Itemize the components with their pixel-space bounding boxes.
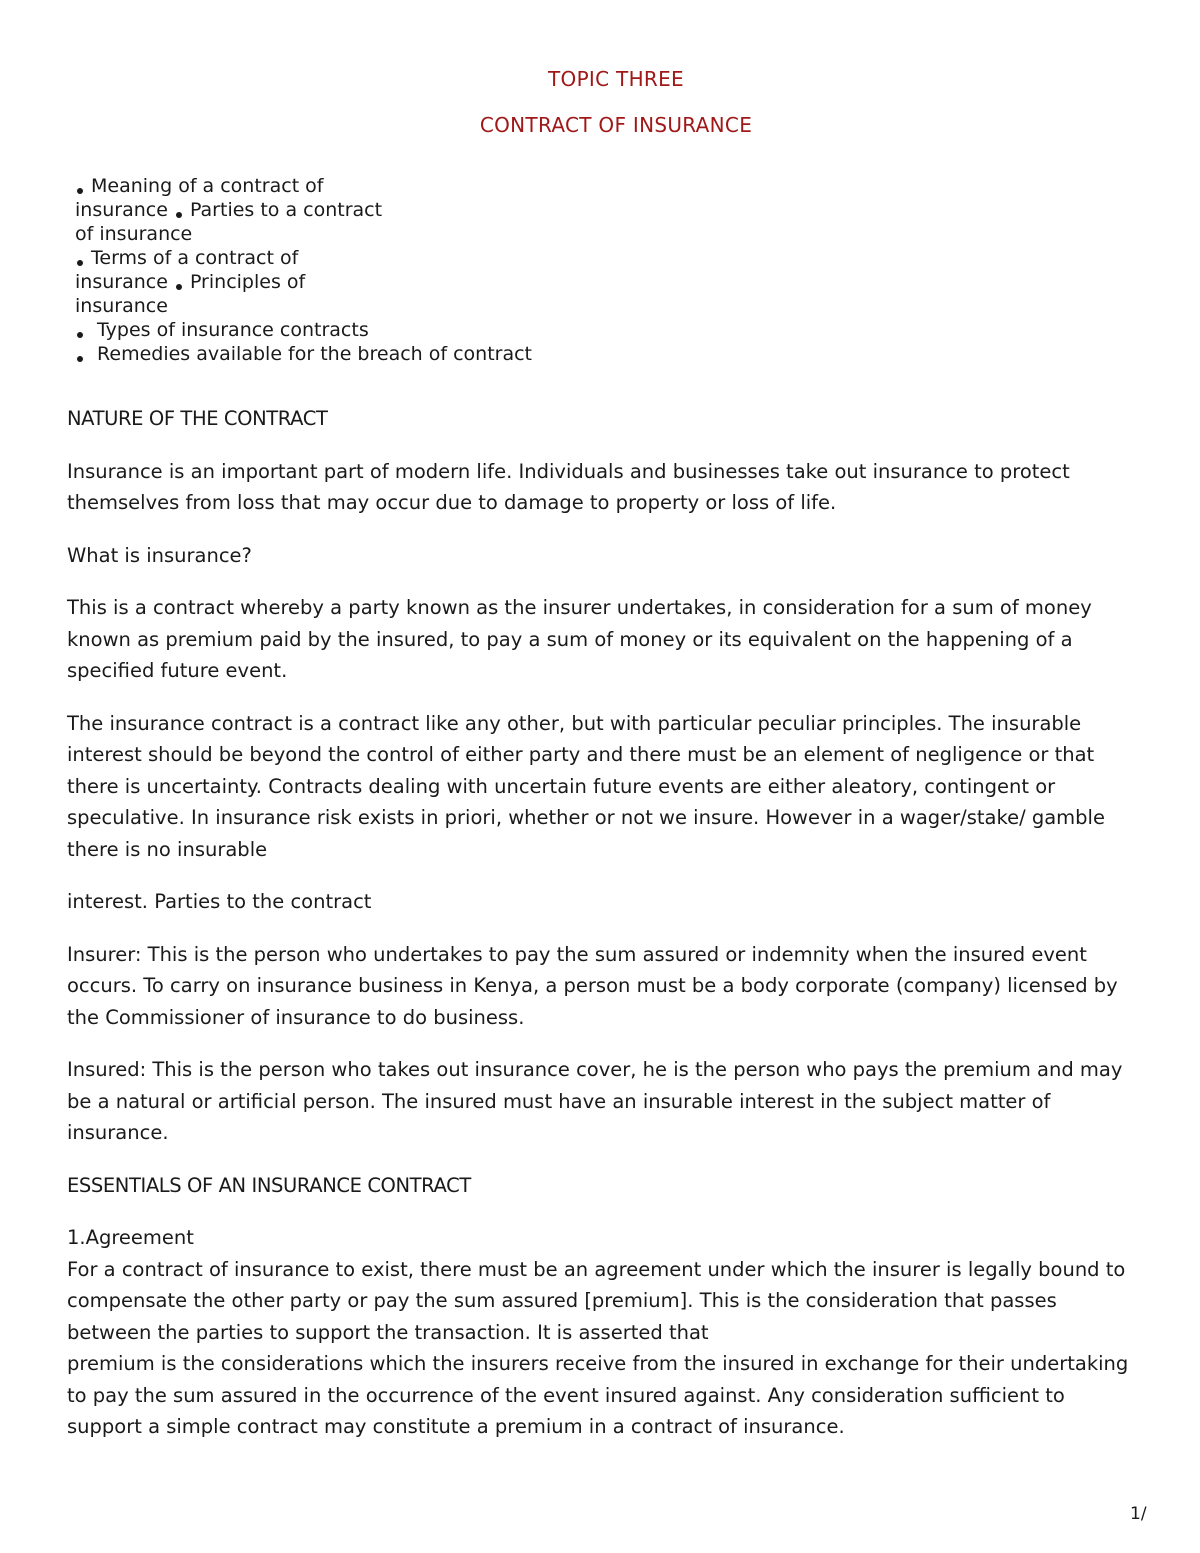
outline-row [75, 342, 532, 366]
outline-row [75, 318, 532, 342]
outline-item: Remedies available for the breach of contract [91, 343, 533, 365]
outline-item: insurance [75, 271, 174, 293]
paragraph-definition: This is a contract whereby a party known as the insurer undertakes, in consideration for a sum of money known as premium paid by the insured, to pay a sum of money or its equivalent on the happening of a specified future event. [67, 596, 1092, 682]
page-number: 1/ [1130, 1504, 1147, 1524]
section-heading-nature: NATURE OF THE CONTRACT [67, 407, 328, 430]
paragraph-principles: The insurance contract is a contract like any other, but with particular peculiar principles. The insurable interest should be beyond the control of either party and there must be an element of negligence or that there is uncertainty. Contracts dealing with uncertain future events are either aleatory, contingent or speculative. In insurance risk exists in priori, whether or not we insure. However in a wager/stake/ gamble there is no insurable [67, 711, 1105, 861]
outline-item: Parties to a contract [189, 199, 383, 221]
outline-row [75, 222, 532, 246]
outline-item: insurance [75, 295, 168, 317]
outline-row [75, 174, 532, 198]
paragraph-insurer: Insurer: This is the person who undertakes to pay the sum assured or indemnity when the insured event occurs. To carry on insurance business in Kenya, a person must be a body corporate (company) licensed by the Commissioner of insurance to do business. [67, 942, 1118, 1029]
outline-item: Types of insurance contracts [91, 319, 369, 341]
outline-row [75, 270, 532, 294]
outline-item: of insurance [75, 223, 193, 245]
topic-title: TOPIC THREE [548, 67, 684, 91]
paragraph-agreement: For a contract of insurance to exist, there must be an agreement under which the insurer is legally bound to compensate the other party or pay the sum assured [premium]. This is the consideration that passes between the parties to support the transaction. It is asserted that [67, 1257, 1126, 1344]
paragraph-insured: Insured: This is the person who takes out insurance cover, he is the person who pays the premium and may be a natural or artificial person. The insured must have an insurable interest in the subject matter of insurance. [67, 1058, 1123, 1144]
outline-item: insurance [75, 199, 174, 221]
bullet-icon [77, 332, 83, 338]
bullet-icon [77, 356, 83, 362]
paragraph-parties-intro: interest. Parties to the contract [67, 890, 372, 913]
section-heading-essentials: ESSENTIALS OF AN INSURANCE CONTRACT [67, 1173, 471, 1197]
paragraph-question: What is insurance? [67, 543, 252, 567]
outline-item: Meaning of a contract of [91, 175, 324, 197]
outline-item: Terms of a contract of [91, 247, 299, 269]
bullet-icon [176, 212, 182, 218]
outline-row [75, 246, 532, 270]
document-body [67, 403, 1137, 1443]
subheading-agreement: 1.Agreement [67, 1226, 194, 1249]
bullet-icon [176, 284, 182, 290]
outline-row [75, 198, 532, 222]
outline-row [75, 294, 532, 318]
bullet-icon [77, 260, 83, 266]
topic-outline [75, 174, 532, 366]
bullet-icon [77, 188, 83, 194]
paragraph-premium: premium is the considerations which the insurers receive from the insured in exchange for their undertaking to pay the sum assured in the occurrence of the event insured against. Any consideration sufficient to support a simple contract may constitute a premium in a contract of insurance. [67, 1352, 1129, 1438]
document-title: CONTRACT OF INSURANCE [479, 113, 753, 137]
paragraph-nature: Insurance is an important part of modern life. Individuals and businesses take out insurance to protect themselves from loss that may occur due to damage to property or loss of life. [67, 459, 1070, 514]
outline-item: Principles of [189, 271, 306, 293]
